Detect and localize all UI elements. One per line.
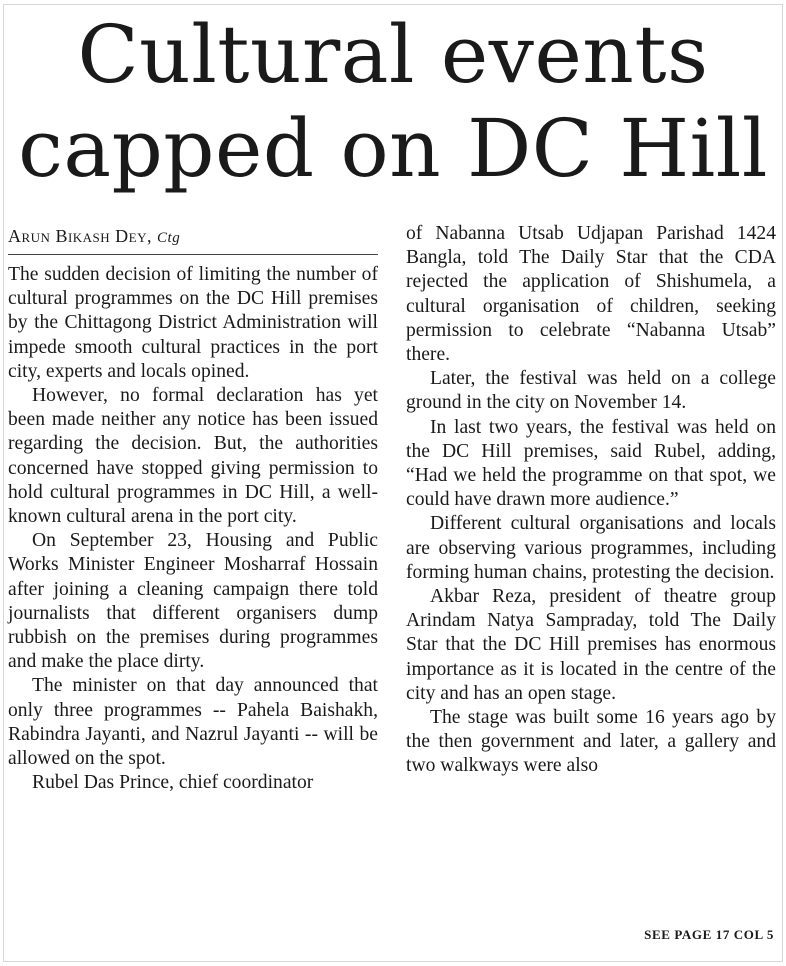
paragraph: Akbar Reza, president of theatre group Arindam Natya Sampraday, told The Daily Star that the DC Hill premises has enormous importance as it is located in the centre of the city and has an open stage. (406, 586, 776, 704)
paragraph: Rubel Das Prince, chief coordinator (32, 772, 314, 794)
left-column (8, 263, 378, 795)
paragraph: However, no formal declaration has yet been made neither any notice has been issued regarding the decision. But, the authorities concerned have stopped giving permission to hold cultural programmes in DC Hill, a well-known cultural arena in the port city. (8, 385, 378, 528)
paragraph: The sudden decision of limiting the number of cultural programmes on the DC Hill premises by the Chittagong District Administration will impede smooth cultural practices in the port city, experts and locals opined. (8, 264, 378, 382)
byline (8, 226, 180, 247)
byline-name: Arun Bikash Dey, (8, 226, 153, 246)
byline-divider (8, 254, 378, 255)
paragraph: The stage was built some 16 years ago by the then government and later, a gallery and two walkways were also (406, 707, 776, 777)
headline (0, 8, 786, 196)
right-column (406, 222, 776, 779)
continuation-jump[interactable]: SEE PAGE 17 COL 5 (644, 927, 774, 942)
headline-line-2: capped on DC Hill (18, 102, 768, 195)
paragraph: On September 23, Housing and Public Works Minister Engineer Mosharraf Hossain after joining a cleaning campaign there told journalists that different organisers dump rubbish on the premises during programmes and make the place dirty. (8, 530, 378, 673)
paragraph: of Nabanna Utsab Udjapan Parishad 1424 Bangla, told The Daily Star that the CDA rejected the application of Shishumela, a cultural organisation of children, seeking permission to celebrate “Nabanna Utsab” there. (406, 223, 776, 366)
paragraph: Different cultural organisations and locals are observing various programmes, including forming human chains, protesting the decision. (406, 513, 776, 583)
paragraph: The minister on that day announced that only three programmes -- Pahela Baishakh, Rabindra Jayanti, and Nazrul Jayanti -- will be allowed on the spot. (8, 675, 378, 770)
headline-line-1: Cultural events (77, 8, 709, 101)
paragraph: In last two years, the festival was held on the DC Hill premises, said Rubel, adding, “Had we held the programme on that spot, we could have drawn more audience.” (406, 416, 776, 511)
byline-location: Ctg (157, 230, 181, 246)
paragraph: Later, the festival was held on a college ground in the city on November 14. (406, 368, 776, 414)
